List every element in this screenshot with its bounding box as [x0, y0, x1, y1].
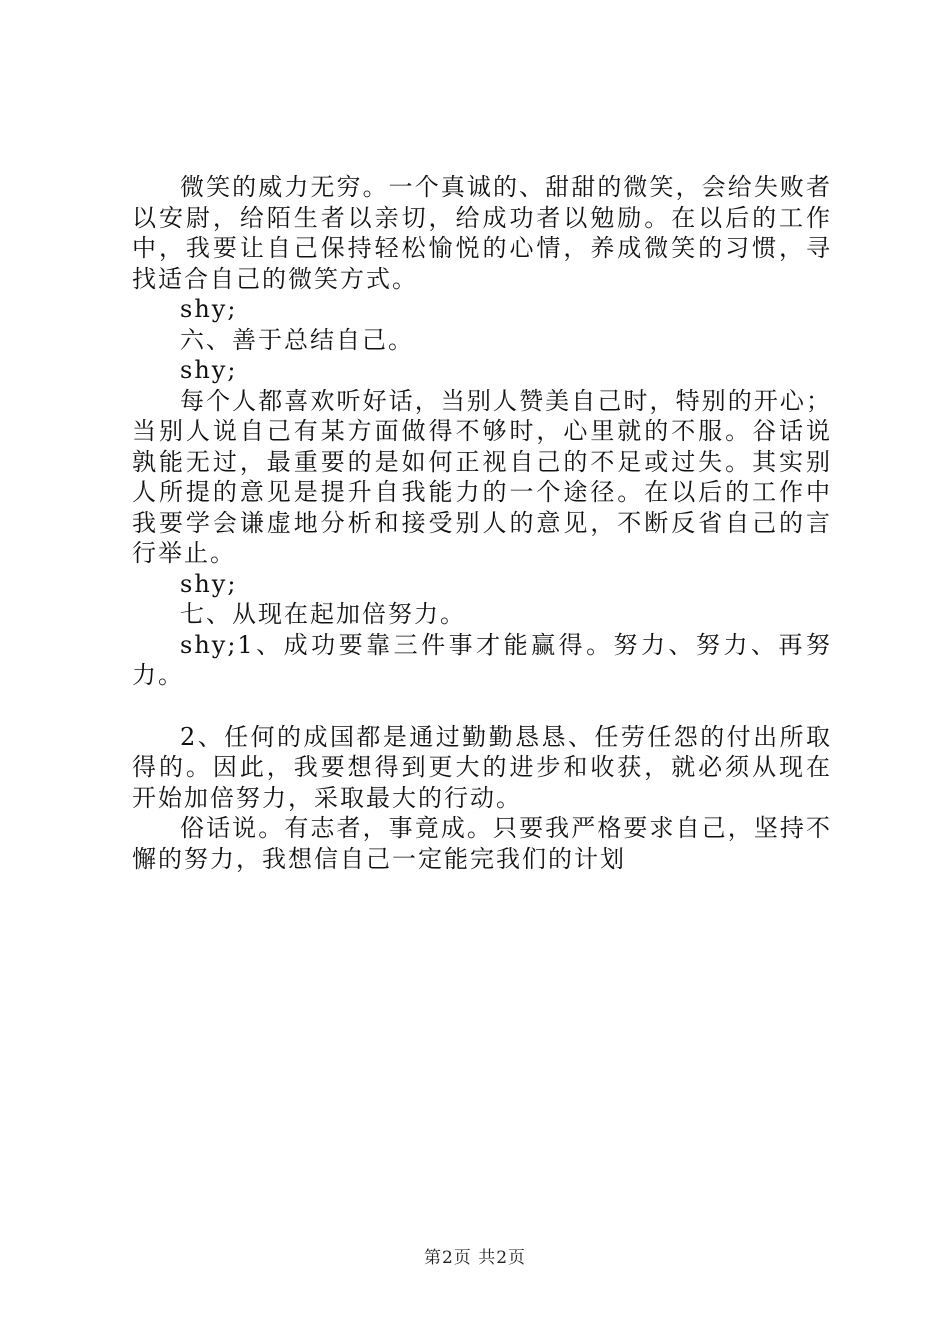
paragraph-point-two: 2、任何的成国都是通过勤勤恳恳、任劳任怨的付出所取得的。因此，我要想得到更大的进步和收获，就必须从现在开始加倍努力，采取最大的行动。: [132, 722, 832, 812]
paragraph-point-one: shy;1、成功要靠三件事才能赢得。努力、努力、再努力。: [132, 630, 832, 689]
paragraph-shy-1: shy;: [180, 295, 238, 323]
paragraph-shy-3: shy;: [180, 569, 238, 598]
document-body: [132, 172, 832, 874]
paragraph-shy-2: shy;: [180, 356, 238, 384]
heading-section-seven: 七、从现在起加倍努力。: [180, 600, 466, 628]
heading-section-six: 六、善于总结自己。: [180, 325, 414, 354]
paragraph-smile: 微笑的威力无穷。一个真诚的、甜甜的微笑，会给失败者以安尉，给陌生者以亲切，给成功者以勉励。在以后的工作中，我要让自己保持轻松愉悦的心情，养成微笑的习惯，寻找适合自己的微笑方式。: [132, 173, 832, 293]
page-number-footer: 第2页 共2页: [423, 1248, 527, 1268]
paragraph-criticism: 每个人都喜欢听好话，当别人赞美自己时，特别的开心；当别人说自己有某方面做得不够时，心里就的不服。谷话说孰能无过，最重要的是如何正视自己的不足或过失。其实别人所提的意见是提升自我能力的一个途径。在以后的工作中我要学会谦虚地分析和接受别人的意见，不断反省自己的言行举止。: [132, 386, 832, 567]
paragraph-proverb: 俗话说。有志者，事竟成。只要我严格要求自己，坚持不懈的努力，我想信自己一定能完我们的计划: [132, 814, 832, 873]
